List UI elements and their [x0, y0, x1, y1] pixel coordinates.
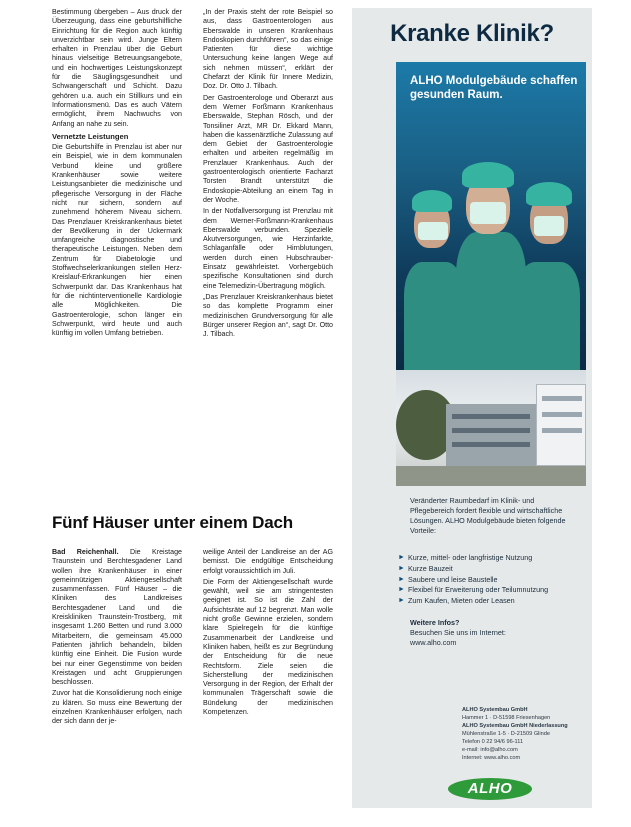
article2-dateline: Bad Reichenhall.: [52, 548, 119, 556]
article2-column-1: [52, 548, 182, 729]
benefit-label: Kurze, mittel- oder langfristige Nutzung: [408, 553, 533, 562]
article2-paragraph: Zuvor hat die Konsolidierung noch einige zu klären. So muss eine Bewertung der einzelnen Krankenhäuser erfolgen, nach der sich dann der je-: [52, 689, 182, 726]
benefit-item: [396, 585, 586, 596]
arrow-right-icon: ►: [398, 564, 405, 572]
benefit-item: [396, 564, 586, 575]
contact-website[interactable]: Internet: www.alho.com: [462, 755, 521, 761]
article2-headline: Fünf Häuser unter einem Dach: [52, 513, 293, 532]
ad-tagline: ALHO Modulgebäude schaffen gesunden Raum.: [410, 75, 578, 101]
benefit-item: [396, 553, 586, 564]
benefit-label: Flexibel für Erweiterung oder Teilumnutzung: [408, 585, 549, 595]
article1-paragraph: „Das Prenzlauer Kreiskrankenhaus bietet so das komplette Programm einer medizinischen Grundversorgung für alle Bürger unserer Region an“, sagt Dr. Otto J. Tilbach.: [203, 292, 333, 339]
arrow-right-icon: ►: [398, 597, 405, 605]
article2-paragraph: weilige Anteil der Landkreise an der AG bemisst. Die endgültige Entscheidung erfolgt voraussichtlich im Juli.: [203, 548, 333, 575]
invite-title: Weitere Infos?: [410, 618, 460, 627]
alho-advertisement: [352, 8, 631, 808]
contact-email[interactable]: e-mail: info@alho.com: [462, 747, 518, 753]
building-photo: [396, 370, 586, 486]
article1-paragraph: Bestimmung übergeben – Aus druck der Überzeugung, dass eine geburtshilfliche Einrichtung für die Region auch künftig unverzichtbar sein wird. Junge Eltern erhalten in Prenzlau über die Geburt hinaus vielseitige Betreuungsangebote, und ein hochwertiges Leistungskonzept für die Säuglingsgesundheit und Schwangerschaft und Schicht. Dazu gehören u.a. auch ein Stillkurs und ein Informationsmenü. Das es auch Vätern ermöglicht, ihrem Nachwuchs von Anfang an nahe zu sein.: [52, 8, 182, 128]
article1-paragraph: Der Gastroenterologe und Oberarzt aus dem Werner Forßmann Krankenhaus Eberswalde, Stephan Rösch, und der Tonsiliner Arzt, MR Dr. Ekkard Mann, haben die kassenärztliche Zulassung auf dem Gebiet der Gastroenterologie erhalten und arbeiten regelmäßig im Prenzlauer Krankenhaus. Auch der gastroenterologisch orientierte Facharzt Torsten Brandt unterstützt die Endoskopie-Abteilung an einem Tag in der Woche.: [203, 93, 333, 204]
arrow-right-icon: ►: [398, 554, 405, 561]
article2-paragraph: Die Form der Aktiengesellschaft wurde gewählt, weil sie am stringentesten geeignet ist. So ist die Zahl der Aufsichtsräte auf 12 begrenzt. Man wolle nicht große Gewinne erzielen, sondern klare Spielregeln für die künftige Zusammenarbeit der Landkreise und Kliniken haben, heißt es zur Begründung der Entscheidung für die neue Rechtsform. Ziele seien die Sicherstellung der medizinischen Versorgung in der Region, der Erhalt der kommunalen Trägerschaft sowie die Bündelung der medizinischen Kompetenzen.: [203, 577, 333, 717]
article2-column-2: [203, 548, 333, 719]
article1-column-2: [203, 8, 333, 341]
benefit-label: Kurze Bauzeit: [408, 563, 453, 573]
arrow-right-icon: ►: [398, 586, 405, 594]
ad-body-copy: Veränderter Raumbedarf im Klinik- und Pflegebereich fordert flexible und wirtschaftliche Lösungen. ALHO Modulgebäude bieten folgende Vorteile:: [410, 496, 566, 535]
ad-benefits-list: [396, 553, 586, 607]
photo-credit: Foto: [626, 391, 631, 400]
article2-paragraph: [52, 548, 182, 687]
invite-text: Besuchen Sie uns im Internet:: [410, 628, 506, 637]
article2-body-text: Die Kreistage Traunstein und Berchtesgadener Land wollen ihre Krankenhäuser in einer gemeinnützigen Aktiengesellschaft zusammenfassen. Fünf Häuser – die Kliniken des Landkreises Berchtesgadener Land und die Kreiskliniken Traunstein-Trostberg, mit insgesamt 1.260 Betten und rund 3.000 Mitarbeitern, die gemeinsam 45.000 Patienten jährlich behandeln, bilden künftig eine Einheit. Die Fusion wurde bei nur einer Gegenstimme von beiden Kreistagen und acht Gruppierungen beschlossen.: [52, 548, 182, 687]
ad-contact-block: [462, 706, 582, 762]
contact-address: Mühlenstraße 1-5 · D-21509 Glinde: [462, 731, 550, 737]
article1-paragraph: Die Geburtshilfe in Prenzlau ist aber nur ein Beispiel, wie in dem kommunalen Verbund kleine und größere Krankenhäuser sowie weitere Leistungsanbieter die medizinische und pflegerische Versorgung in der Fläche nicht nur sichern, sondern auf zunehmend höherem Niveau sichern. Das Prenzlauer Kreiskrankenhaus bietet der Bevölkerung in der Uckermark umfangreiche diagnostische und therapeutische Leistungen. Neben dem Zentrum für Diabetologie und Stoffwechselerkrankungen stellen Herz-Kreislauf-Erkrankungen hier einen Schwerpunkt dar. Das Krankenhaus hat für die nichtinterventionelle Kardiologie alle Möglichkeiten. Die Gastroenterologie, schon länger ein Schwerpunkt, wird heute und auch künftig im vollen Umfang betrieben.: [52, 143, 182, 338]
ad-web-invite: [410, 618, 570, 648]
contact-company: ALHO Systembau GmbH: [462, 707, 528, 713]
benefit-label: Saubere und leise Baustelle: [408, 574, 498, 584]
ad-title: Kranke Klinik?: [390, 20, 554, 47]
benefit-item: [396, 596, 586, 607]
arrow-right-icon: ►: [398, 575, 405, 583]
website-link[interactable]: www.alho.com: [410, 638, 457, 647]
article1-column-1: [52, 8, 182, 340]
contact-address: Hammer 1 · D-51598 Friesenhagen: [462, 715, 551, 721]
alho-logo: ALHO: [448, 778, 532, 800]
contact-company-branch: ALHO Systembau GmbH Niederlassung: [462, 723, 568, 729]
article1-subheading: Vernetzte Leistungen: [52, 131, 129, 141]
article1-paragraph: „In der Praxis steht der rote Beispiel so aus, dass Gastroenterologen aus Eberswalde in unseren Krankenhaus Endoskopien durchführen“, so das einige Patienten für diese wichtige Untersuchung keine langen Wege auf sich nehmen müssen“, erklärt der Chefarzt der Klinik für Innere Medizin, Doz. Dr. Otto J. Tilbach.: [203, 8, 333, 91]
contact-phone: Telefon 0 22 94/6 96-111: [462, 739, 524, 745]
benefit-item: [396, 575, 586, 586]
surgeons-photo: [396, 62, 631, 400]
article1-paragraph: In der Notfallversorgung ist Prenzlau mit dem Werner-Forßmann-Krankenhaus Eberswalde verbunden. Spezielle Akutversorgungen, wie Herzinfarkte, Schlaganfälle oder Hirnblutungen, werden durch einen Hubschrauber-Einsatz gewährleistet. Vorhergebüch spezifische Konsultationen sind durch eine Telemedizin-Übertragung möglich.: [203, 207, 333, 290]
benefit-label: Zum Kaufen, Mieten oder Leasen: [408, 596, 515, 606]
